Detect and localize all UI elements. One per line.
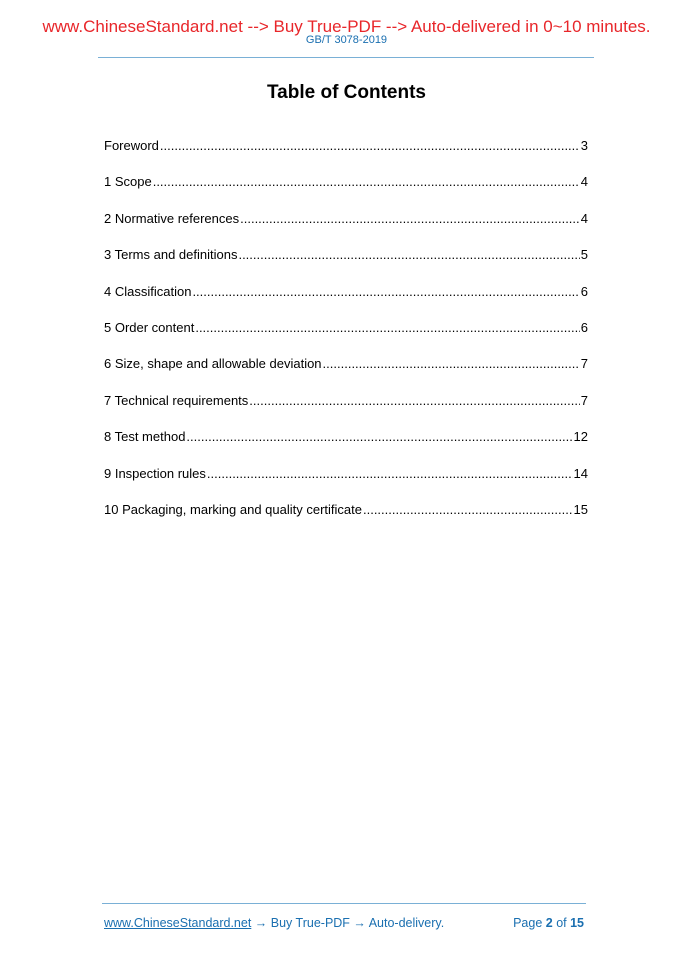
toc-entry-terms-and-definitions[interactable] (104, 247, 588, 283)
toc-entry-technical-requirements[interactable] (104, 393, 588, 429)
toc-entry-label: 8 Test method (104, 429, 186, 445)
toc-entry-page: 7 (580, 356, 588, 372)
dot-leader (153, 174, 580, 190)
dot-leader (195, 320, 579, 336)
page-indicator (513, 916, 584, 930)
footer-divider (102, 903, 586, 904)
table-of-contents (104, 138, 588, 538)
toc-entry-label: 5 Order content (104, 319, 195, 335)
dot-leader (240, 211, 580, 227)
toc-entry-page: 6 (580, 319, 588, 335)
toc-entry-label: 3 Terms and definitions (104, 247, 238, 263)
toc-entry-label: 4 Classification (104, 283, 192, 299)
footer-site-link[interactable]: www.ChineseStandard.net (104, 916, 252, 930)
dot-leader (160, 138, 580, 154)
dot-leader (207, 466, 573, 482)
toc-entry-page: 5 (580, 247, 588, 263)
toc-entry-label: 1 Scope (104, 174, 152, 190)
toc-entry-packaging-marking[interactable] (104, 502, 588, 538)
toc-entry-label: 10 Packaging, marking and quality certificate (104, 501, 362, 517)
toc-entry-page: 3 (580, 138, 588, 153)
toc-entry-page: 4 (580, 210, 588, 226)
toc-entry-classification[interactable] (104, 284, 588, 320)
toc-entry-page: 7 (580, 392, 588, 408)
toc-entry-inspection-rules[interactable] (104, 466, 588, 502)
toc-entry-page: 15 (573, 501, 588, 517)
header-divider (98, 57, 594, 58)
dot-leader (186, 429, 572, 445)
toc-entry-normative-references[interactable] (104, 211, 588, 247)
top-banner: www.ChineseStandard.net --> Buy True-PDF --> Auto-delivered in 0~10 minutes. (42, 17, 651, 36)
toc-entry-label: 6 Size, shape and allowable deviation (104, 356, 322, 372)
dot-leader (238, 247, 579, 263)
dot-leader (192, 284, 579, 300)
page-of: of (552, 916, 571, 930)
toc-entry-label: 7 Technical requirements (104, 392, 249, 408)
toc-entry-size-shape-deviation[interactable] (104, 356, 588, 392)
dot-leader (249, 393, 579, 409)
toc-entry-label: Foreword (104, 138, 159, 153)
toc-entry-page: 14 (573, 465, 588, 481)
dot-leader (323, 356, 580, 372)
toc-entry-page: 4 (580, 174, 588, 190)
footer-promo (104, 916, 444, 930)
toc-entry-order-content[interactable] (104, 320, 588, 356)
page-current: 2 (545, 916, 553, 930)
footer-tagline: → Buy True-PDF → Auto-delivery. (251, 916, 445, 930)
toc-entry-test-method[interactable] (104, 429, 588, 465)
toc-entry-label: 2 Normative references (104, 210, 240, 226)
document-code: GB/T 3078-2019 (305, 34, 388, 46)
toc-entry-foreword[interactable] (104, 138, 588, 174)
dot-leader (363, 502, 573, 518)
page-title: Table of Contents (266, 82, 427, 103)
page-prefix: Page (513, 916, 546, 930)
toc-entry-page: 6 (580, 283, 588, 299)
page-total: 15 (570, 916, 584, 930)
toc-entry-scope[interactable] (104, 174, 588, 210)
toc-entry-label: 9 Inspection rules (104, 465, 206, 481)
toc-entry-page: 12 (573, 429, 588, 445)
